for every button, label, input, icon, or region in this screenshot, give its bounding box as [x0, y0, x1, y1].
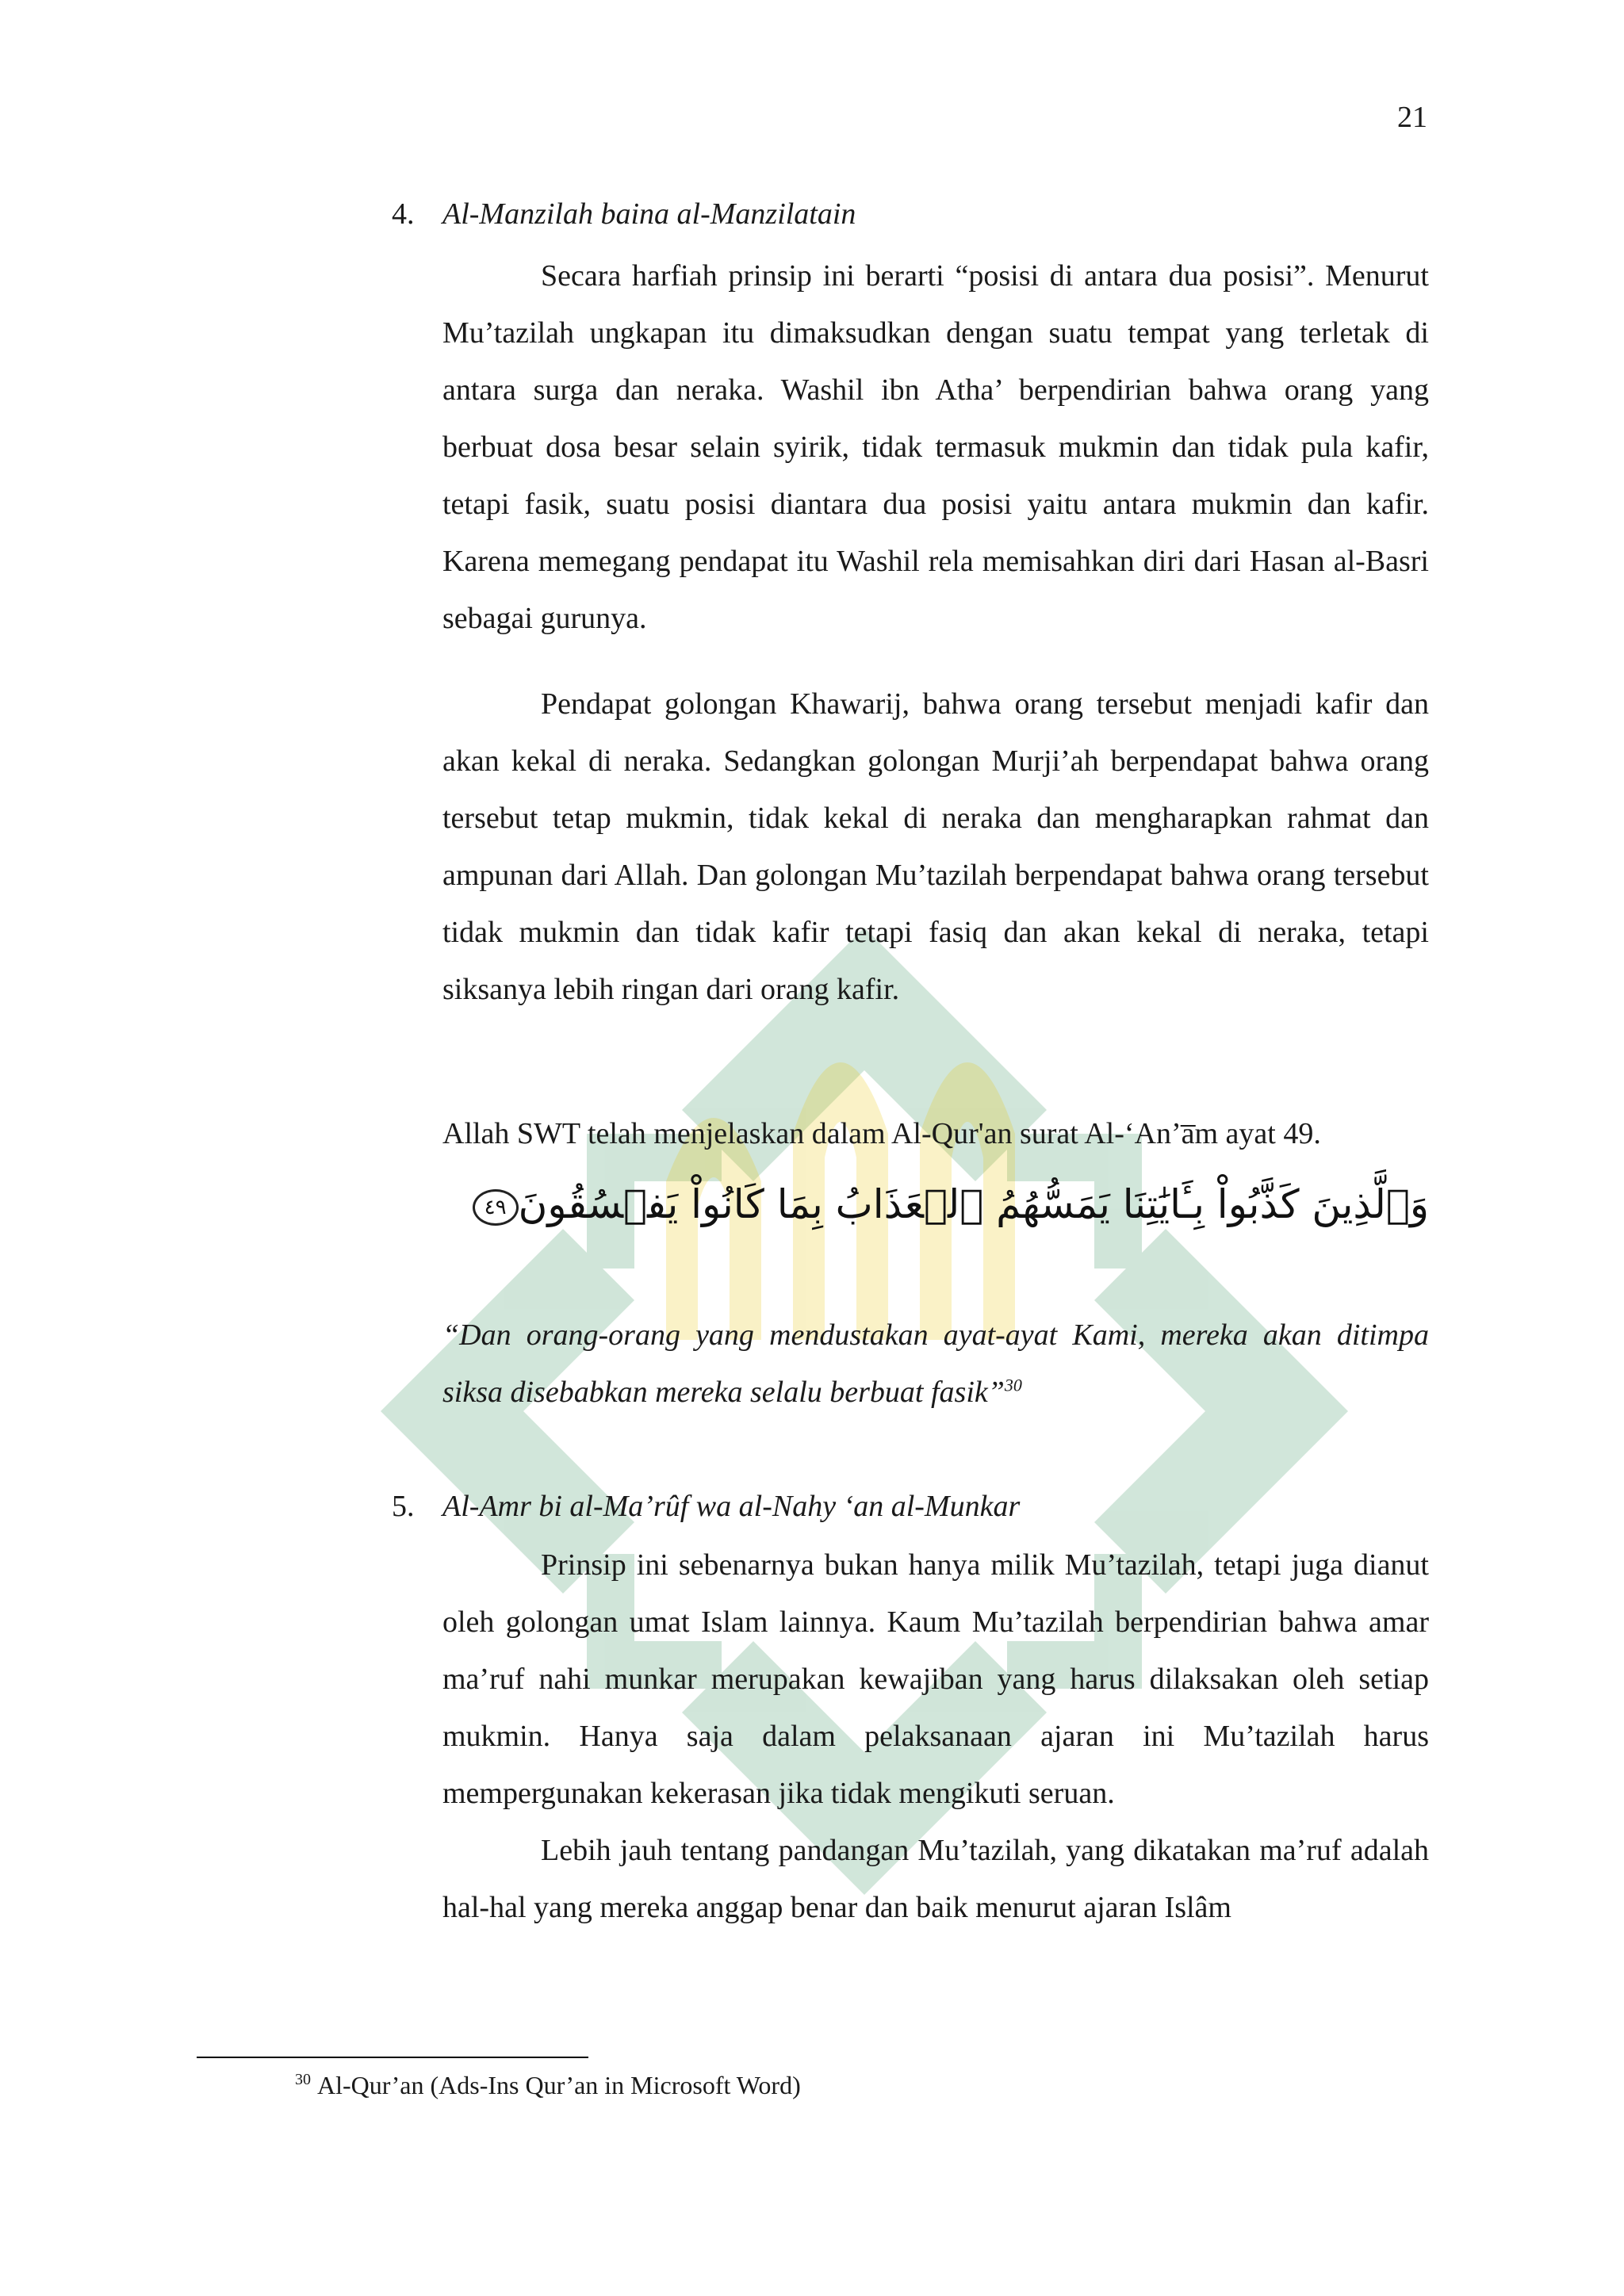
page-number: 21 [1397, 101, 1427, 134]
section-4-heading [392, 197, 856, 232]
section-4-paragraph-1 [442, 247, 1429, 647]
section-4-paragraph-2 [442, 675, 1429, 1018]
section-5-number: 5. [392, 1490, 415, 1523]
footnote [295, 2071, 801, 2100]
section-5-paragraph-2-text: Lebih jauh tentang pandangan Mu’tazilah, yang dikatakan ma’ruf adalah hal-hal yang mereka anggap benar dan baik menurut ajaran Islâm [442, 1834, 1429, 1924]
ayah-number-mark: ٤٩ [473, 1189, 519, 1226]
arabic-verse [466, 1181, 1429, 1227]
section-4-paragraph-2-text: Pendapat golongan Khawarij, bahwa orang tersebut menjadi kafir dan akan kekal di neraka. Sedangkan golongan Murji’ah berpendapat bahwa orang tersebut tetap mukmin, tidak kekal di neraka dan mengharapkan rahmat dan ampunan dari Allah. Dan golongan Mu’tazilah berpendapat bahwa orang tersebut tidak mukmin dan tidak kafir tetapi fasiq dan akan kekal di neraka, tetapi siksanya lebih ringan dari orang kafir. [442, 687, 1429, 1006]
section-5-paragraph-1-text: Prinsip ini sebenarnya bukan hanya milik Mu’tazilah, tetapi juga dianut oleh golongan umat Islam lainnya. Kaum Mu’tazilah berpendirian bahwa amar ma’ruf nahi munkar merupakan kewajiban yang harus dilaksakan oleh setiap mukmin. Hanya saja dalam pelaksanaan ajaran ini Mu’tazilah harus mempergunakan kekerasan jika tidak mengikuti seruan. [442, 1548, 1429, 1810]
verse-intro: Allah SWT telah menjelaskan dalam Al-Qur'an surat Al-‘An’a̅m ayat 49. [442, 1117, 1321, 1150]
section-4-paragraph-1-text: Secara harfiah prinsip ini berarti “posisi di antara dua posisi”. Menurut Mu’tazilah ungkapan itu dimaksudkan dengan suatu tempat yang terletak di antara surga dan neraka. Washil ibn Atha’ berpendirian bahwa orang yang berbuat dosa besar selain syirik, tidak termasuk mukmin dan tidak pula kafir, tetapi fasik, suatu posisi diantara dua posisi yaitu antara mukmin dan kafir. Karena memegang pendapat itu Washil rela memisahkan diri dari Hasan al-Basri sebagai gurunya. [442, 259, 1429, 635]
section-5-paragraph-2 [442, 1822, 1429, 1936]
section-4-number: 4. [392, 197, 415, 231]
footnote-reference[interactable]: 30 [1004, 1375, 1022, 1395]
footnote-divider [197, 2057, 588, 2058]
section-5-title: Al-Amr bi al-Ma’rûf wa al-Nahy ‘an al-Munkar [442, 1490, 1021, 1523]
section-4-title: Al-Manzilah baina al-Manzilatain [442, 197, 856, 231]
section-5-paragraph-1 [442, 1536, 1429, 1822]
footnote-number: 30 [295, 2071, 311, 2089]
footnote-text: Al-Qur’an (Ads-Ins Qur’an in Microsoft Word) [317, 2071, 801, 2099]
section-5-heading [392, 1489, 1020, 1524]
verse-translation-text: “Dan orang-orang yang mendustakan ayat-ayat Kami, mereka akan ditimpa siksa disebabkan mereka selalu berbuat fasik” [442, 1318, 1429, 1409]
arabic-verse-text: وَٱلَّذِينَ كَذَّبُواْ بِـَٔايَٰتِنَا يَمَسُّهُمُ ٱلۡعَذَابُ بِمَا كَانُواْ يَفۡسُقُونَ [518, 1181, 1429, 1227]
verse-translation [442, 1307, 1429, 1421]
